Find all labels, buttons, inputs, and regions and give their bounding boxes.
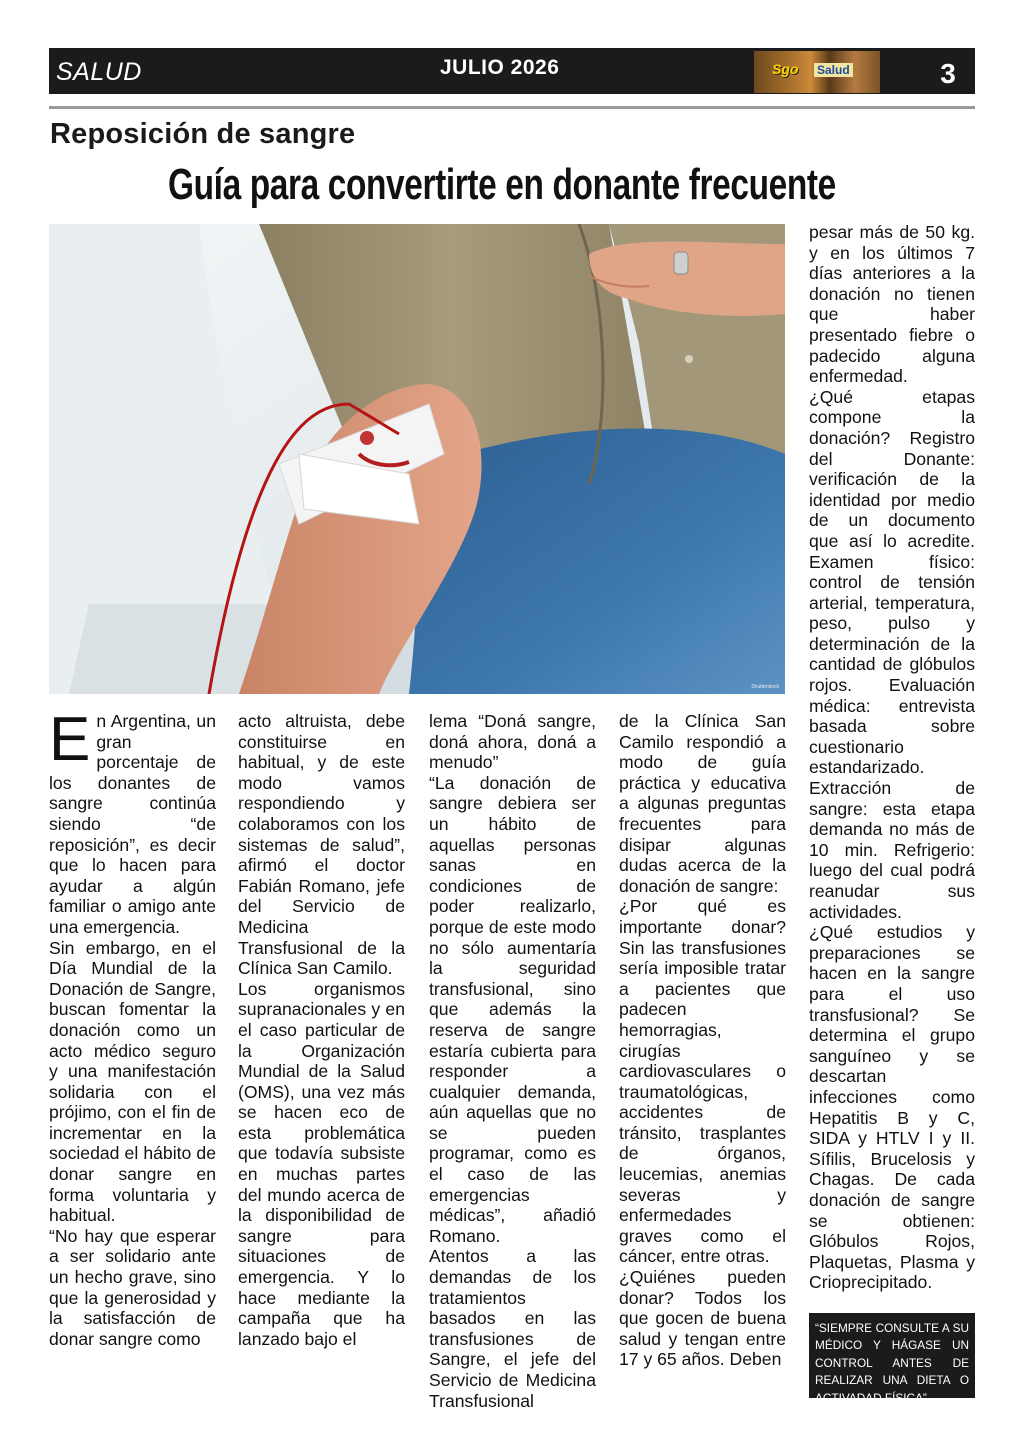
article-column-2	[238, 711, 405, 1349]
paragraph: de la Clínica San Camilo respondió a modo de guía práctica y educativa a algunas preguntas frecuentes para disipar algunas dudas acerca de la donación de sangre:	[619, 711, 786, 896]
publication-logo	[754, 51, 880, 93]
article-column-1	[49, 705, 216, 1349]
paragraph: Atentos a las demandas de los tratamientos basados en las transfusiones de Sangre, el jefe del Servicio de Medicina Transfusional	[429, 1246, 596, 1411]
paragraph: ¿Por qué es importante donar? Sin las transfusiones sería imposible tratar a pacientes que padecen hemorragias, cirugías cardiovasculares o traumatológicas, accidentes de tránsito, trasplantes de órganos, leucemias, anemias severas y enfermedades graves como el cáncer, entre otras.	[619, 896, 786, 1267]
article-kicker: Reposición de sangre	[50, 118, 356, 150]
paragraph: ¿Qué estudios y preparaciones se hacen en la sangre para el uso transfusional? Se determina el grupo sanguíneo y se descartan infecciones como Hepatitis B y C, SIDA y HTLV I y II. Sífilis, Brucelosis y Chagas. De cada donación de sangre se obtienen: Glóbulos Rojos, Plaquetas, Plasma y Crioprecipitado.	[809, 922, 975, 1293]
paragraph: acto altruista, debe constituirse en habitual, y de este modo vamos respondiendo y colaboramos con los sistemas de salud”, afirmó el doctor Fabián Romano, jefe del Servicio de Medicina Transfusional de la Clínica San Camilo.	[238, 711, 405, 979]
logo-text-a: Sgo	[772, 61, 799, 77]
paragraph: pesar más de 50 kg. y en los últimos 7 días anteriores a la donación no tienen que haber presentado fiebre o padecido alguna enfermedad.	[809, 222, 975, 387]
paragraph: ¿Quiénes pueden donar? Todos los que gocen de buena salud y tengan entre 17 y 65 años. Deben	[619, 1267, 786, 1370]
article-column-3	[429, 711, 596, 1411]
photo-illustration	[49, 224, 785, 694]
blood-donation-photo	[49, 224, 785, 694]
paragraph: Sin embargo, en el Día Mundial de la Donación de Sangre, buscan fomentar la donación como un acto médico seguro y una manifestación solidaria con el prójimo, con el fin de incrementar en la sociedad el hábito de donar sangre en forma voluntaria y habitual.	[49, 937, 216, 1226]
photo-credit: Shutterstock	[751, 684, 779, 690]
drop-cap: E	[49, 705, 91, 774]
header-rule	[49, 106, 975, 109]
paragraph: lema “Doná sangre, doná ahora, doná a menudo”	[429, 711, 596, 773]
paragraph: ¿Qué etapas compone la donación? Registro del Donante: verificación de la identidad por medio de un documento que así lo acredite. Examen físico: control de tensión arterial, temperatura, peso, pulso y determinación de la cantidad de glóbulos rojos. Evaluación médica: entrevista basada sobre cuestionario estandarizado. Extracción de sangre: esta etapa demanda no más de 10 min. Refrigerio: luego del cual podrá reanudar sus actividades.	[809, 386, 975, 922]
pull-quote-box: “SIEMPRE CONSULTE A SU MÉDICO Y HÁGASE UN CONTROL ANTES DE REALIZAR UNA DIETA O ACTIVADAD FÍSICA”	[809, 1313, 975, 1398]
paragraph: Los organismos supranacionales y en el caso particular de la Organización Mundial de la Salud (OMS), una vez más se hacen eco de esta problemática que todavía subsiste en muchas partes del mundo acerca de la disponibilidad de sangre para situaciones de emergencia. Y lo hace mediante la campaña que ha lanzado bajo el	[238, 978, 405, 1349]
logo-text-b: Salud	[814, 63, 853, 77]
page-number: 3	[940, 58, 956, 89]
section-label: SALUD	[56, 58, 142, 86]
article-column-4	[619, 711, 786, 1370]
issue-date: JULIO 2026	[440, 56, 560, 79]
paragraph: “No hay que esperar a ser solidario ante un hecho grave, sino que la generosidad y la satisfacción de donar sangre como	[49, 1225, 216, 1349]
article-headline: Guía para convertirte en donante frecuente	[168, 160, 836, 209]
paragraph: n Argentina, un gran porcentaje de los donantes de sangre continúa siendo “de reposición”, es decir que lo hacen para ayudar a algún familiar o amigo ante una emergencia.	[49, 711, 216, 937]
paragraph: “La donación de sangre debiera ser un hábito de aquellas personas sanas en condiciones de poder realizarlo, porque de este modo no sólo aumentaría la seguridad transfusional, sino que además la reserva de sangre estaría cubierta para responder a cualquier demanda, aún aquellas que no se pueden programar, como es el caso de las emergencias médicas”, añadió Romano.	[429, 772, 596, 1246]
article-column-5	[809, 222, 975, 1293]
